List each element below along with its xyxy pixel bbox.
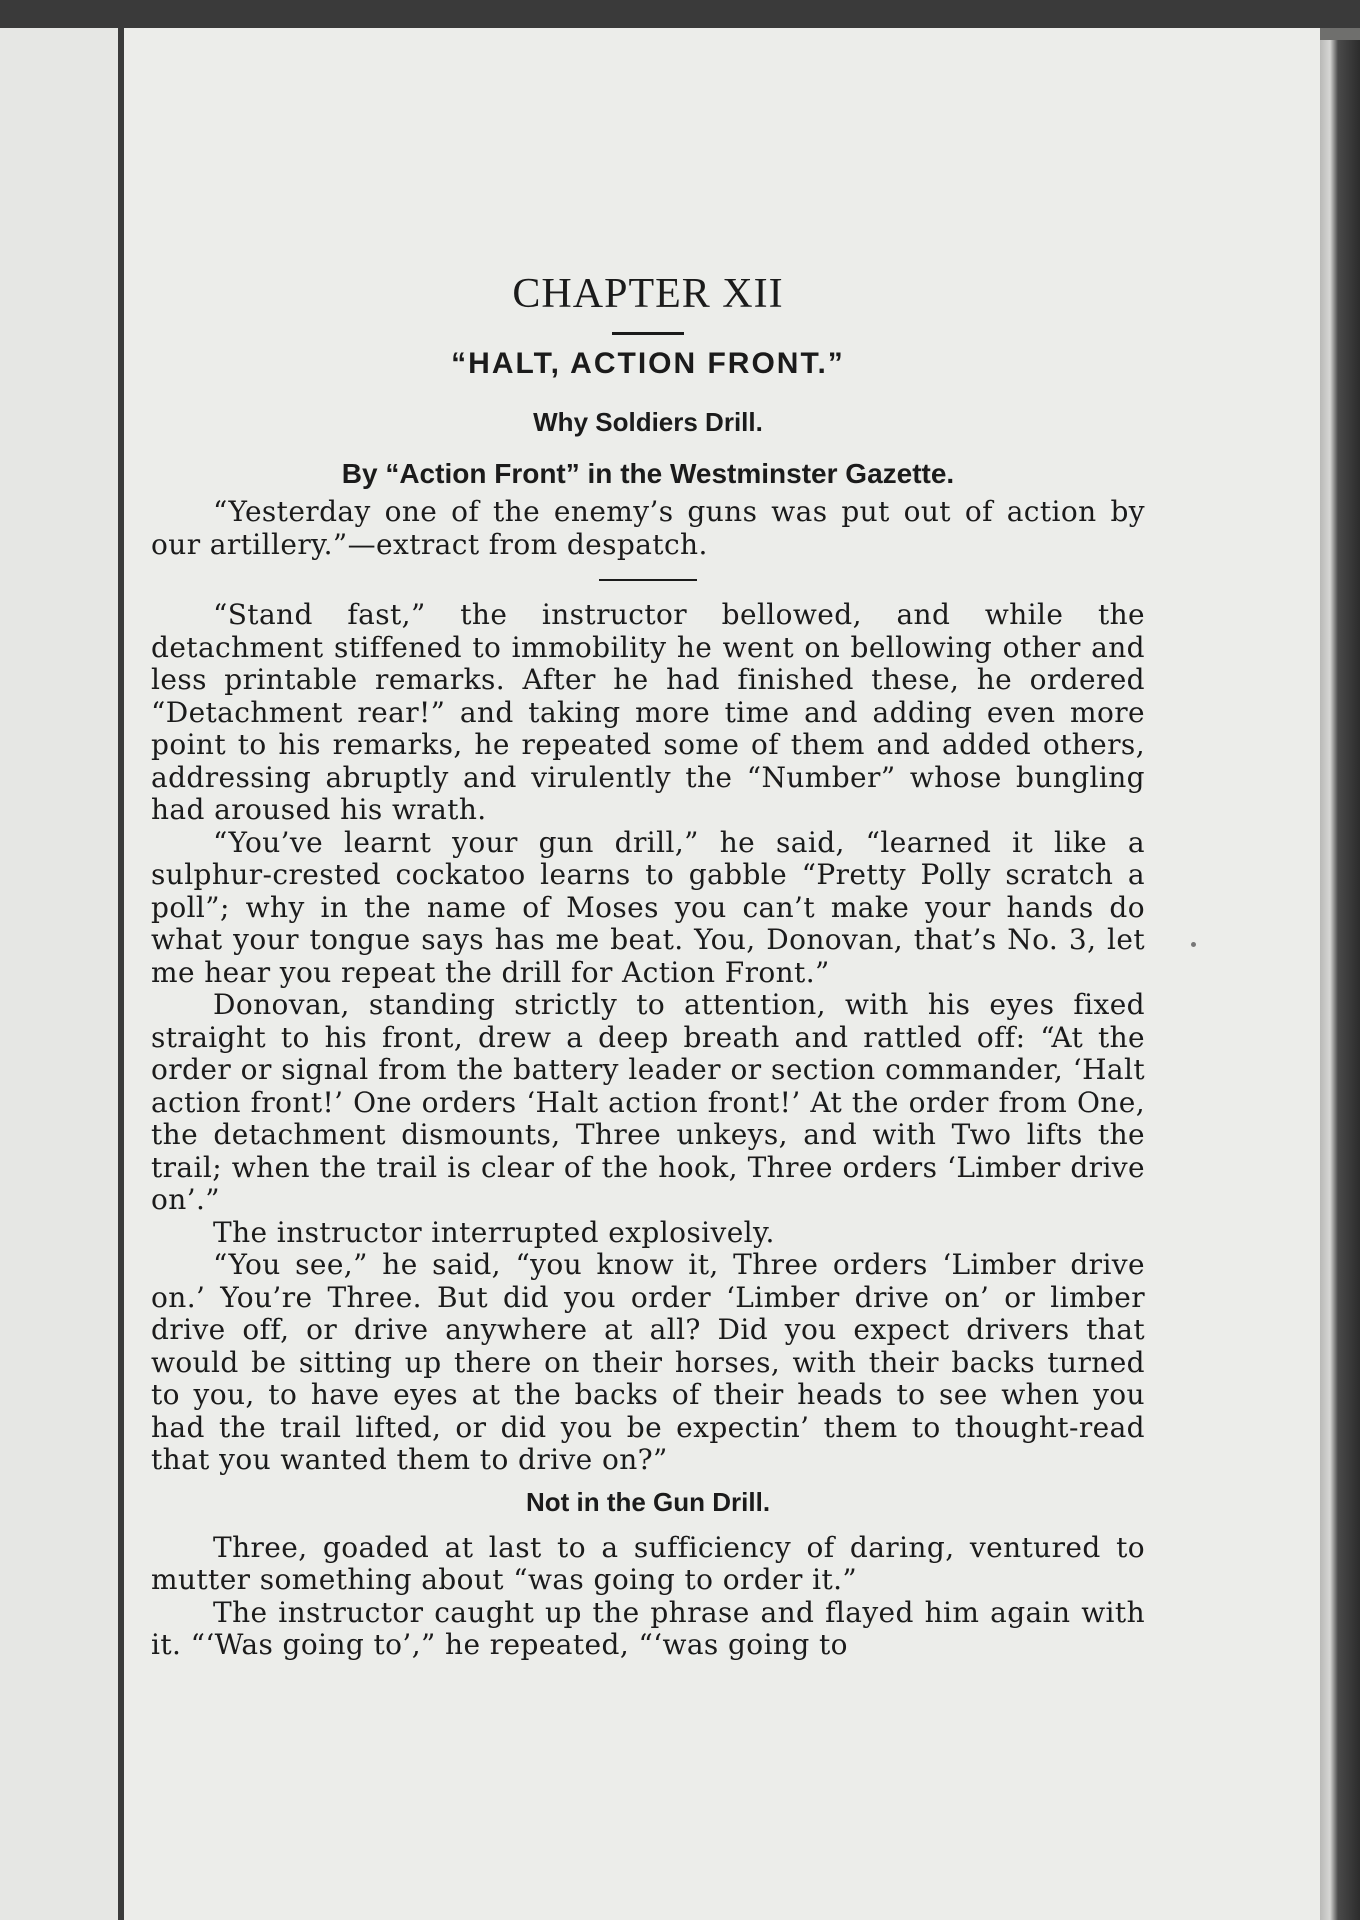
chapter-heading: CHAPTER XII [512,271,784,317]
epigraph: “Yesterday one of the enemy’s guns was put out of action by our artillery.”—extract from despatch. [151,495,1145,561]
facing-page-edge [0,28,118,1920]
section-heading: Not in the Gun Drill. [525,1486,771,1517]
body-paragraph: “You see,” he said, “you know it, Three orders ‘Limber drive on.’ You’re Three. But did you order ‘Limber drive on’ or limber drive off, or drive anywhere at all? Did you expect drivers that would be sitting up there on their horses, with their backs turned to you, to have eyes at the backs of their heads to see when you had the trail lifted, or did you be expectin’ them to thought-read that you wanted them to drive on?” [151,1248,1145,1476]
body-paragraph: “Stand fast,” the instructor bellowed, and while the detachment stiffened to immobility he went on bellowing other and less printable remarks. After he had finished these, he ordered “Detachment rear!” and taking more time and adding even more point to his remarks, he repeated some of them and added others, addressing abruptly and virulently the “Number” whose bungling had aroused his wrath. [151,598,1145,826]
page-stack-edge [1320,40,1360,1920]
chapter-title: “HALT, ACTION FRONT.” [451,347,845,380]
page-content [151,270,1145,1662]
scan-top-border [0,0,1360,28]
byline: By “Action Front” in the Westminster Gazette. [341,458,955,489]
body-paragraph: “You’ve learnt your gun drill,” he said, “learned it like a sulphur-crested cockatoo learns to gabble “Pretty Polly scratch a poll”; why in the name of Moses you can’t make your hands do what your tongue says has me beat. You, Donovan, that’s No. 3, let me hear you repeat the drill for Action Front.” [151,825,1145,989]
body-paragraph: Three, goaded at last to a sufficiency of daring, ventured to mutter something about “was going to order it.” [151,1530,1145,1596]
body-paragraph: Donovan, standing strictly to attention, with his eyes fixed straight to his front, drew a deep breath and rattled off: “At the order or signal from the battery leader or section commander, ‘Halt action front!’ One orders ‘Halt action front!’ At the order from One, the detachment dismounts, Three unkeys, and with Two lifts the trail; when the trail is clear of the hook, Three orders ‘Limber drive on’.” [151,988,1145,1216]
section-rule [599,579,697,581]
body-paragraph: The instructor interrupted explosively. [213,1215,775,1249]
subheading: Why Soldiers Drill. [533,407,763,437]
body-paragraph: The instructor caught up the phrase and flayed him again with it. “‘Was going to’,” he repeated, “‘was going to [151,1595,1145,1661]
paper-speck [1191,942,1196,947]
chapter-rule [612,332,684,335]
